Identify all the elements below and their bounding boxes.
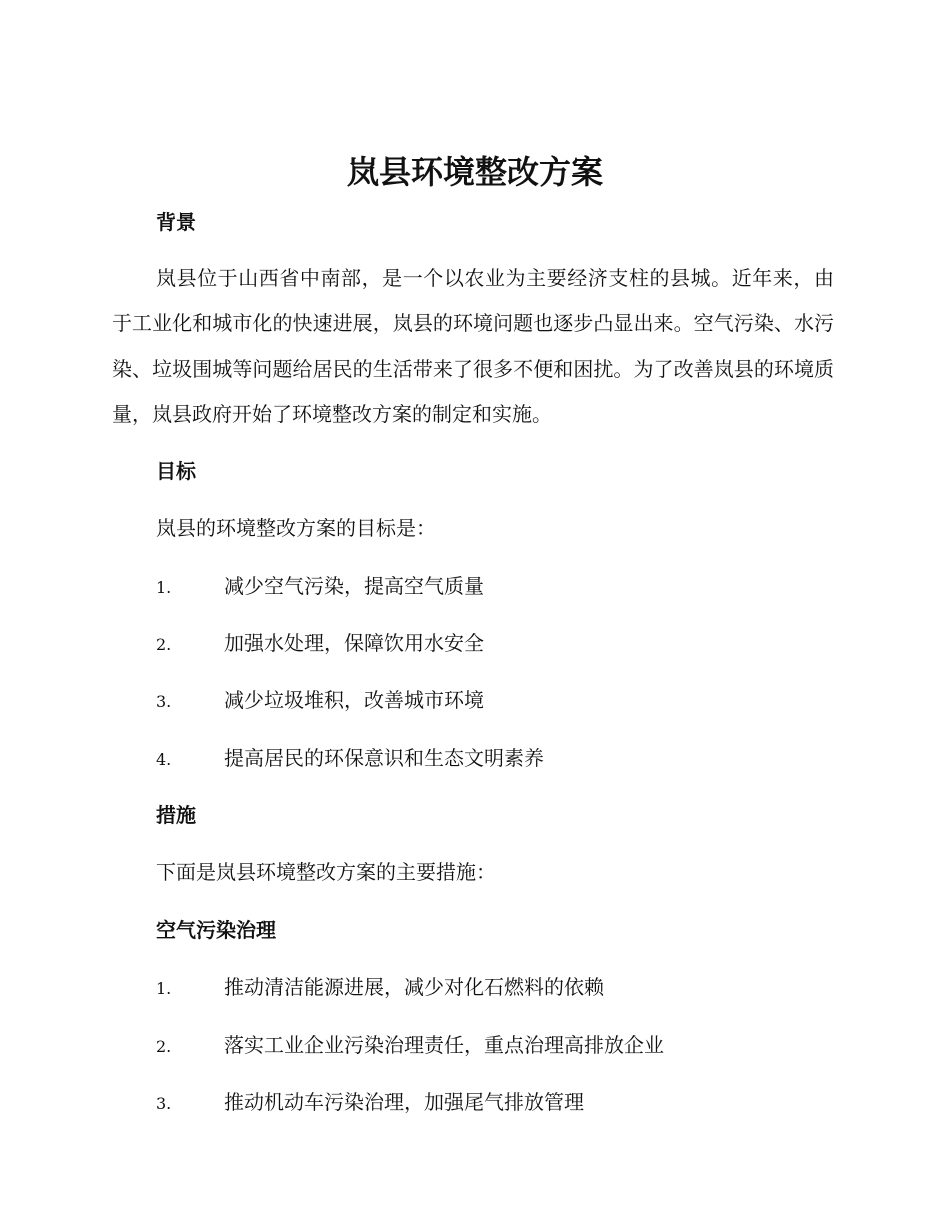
goal-item-2 xyxy=(156,629,856,657)
document-title: 岚县环境整改方案 xyxy=(346,153,603,191)
list-text: 落实工业企业污染治理责任，重点治理高排放企业 xyxy=(224,1033,664,1057)
list-number: 2. xyxy=(156,1037,172,1056)
goal-item-1 xyxy=(156,572,856,600)
list-text: 推动清洁能源进展，减少对化石燃料的依赖 xyxy=(224,975,604,999)
list-text: 减少垃圾堆积，改善城市环境 xyxy=(224,688,484,712)
list-number: 4. xyxy=(156,750,172,769)
air-item-2 xyxy=(156,1031,856,1059)
list-number: 3. xyxy=(156,692,172,711)
air-item-3 xyxy=(156,1088,856,1116)
measures-intro: 下面是岚县环境整改方案的主要措施： xyxy=(156,860,496,884)
goal-item-3 xyxy=(156,686,856,714)
goals-intro: 岚县的环境整改方案的目标是： xyxy=(156,516,436,540)
list-text: 加强水处理，保障饮用水安全 xyxy=(224,631,484,655)
heading-measures: 措施 xyxy=(156,803,196,827)
list-text: 提高居民的环保意识和生态文明素养 xyxy=(224,746,544,770)
list-text: 减少空气污染，提高空气质量 xyxy=(224,574,484,598)
air-item-1 xyxy=(156,973,856,1001)
heading-air-pollution: 空气污染治理 xyxy=(156,918,276,942)
list-text: 推动机动车污染治理，加强尾气排放管理 xyxy=(224,1090,584,1114)
list-number: 1. xyxy=(156,979,172,998)
list-number: 1. xyxy=(156,578,172,597)
list-number: 3. xyxy=(156,1094,172,1113)
heading-background: 背景 xyxy=(156,210,196,234)
list-number: 2. xyxy=(156,635,172,654)
background-paragraph: 岚县位于山西省中南部，是一个以农业为主要经济支柱的县城。近年来，由于工业化和城市化的快速进展，岚县的环境问题也逐步凸显出来。空气污染、水污染、垃圾围城等问题给居民的生活带来了很多不便和困扰。为了改善岚县的环境质量，岚县政府开始了环境整改方案的制定和实施。 xyxy=(112,266,834,426)
heading-goals: 目标 xyxy=(156,459,196,483)
goal-item-4 xyxy=(156,744,856,772)
